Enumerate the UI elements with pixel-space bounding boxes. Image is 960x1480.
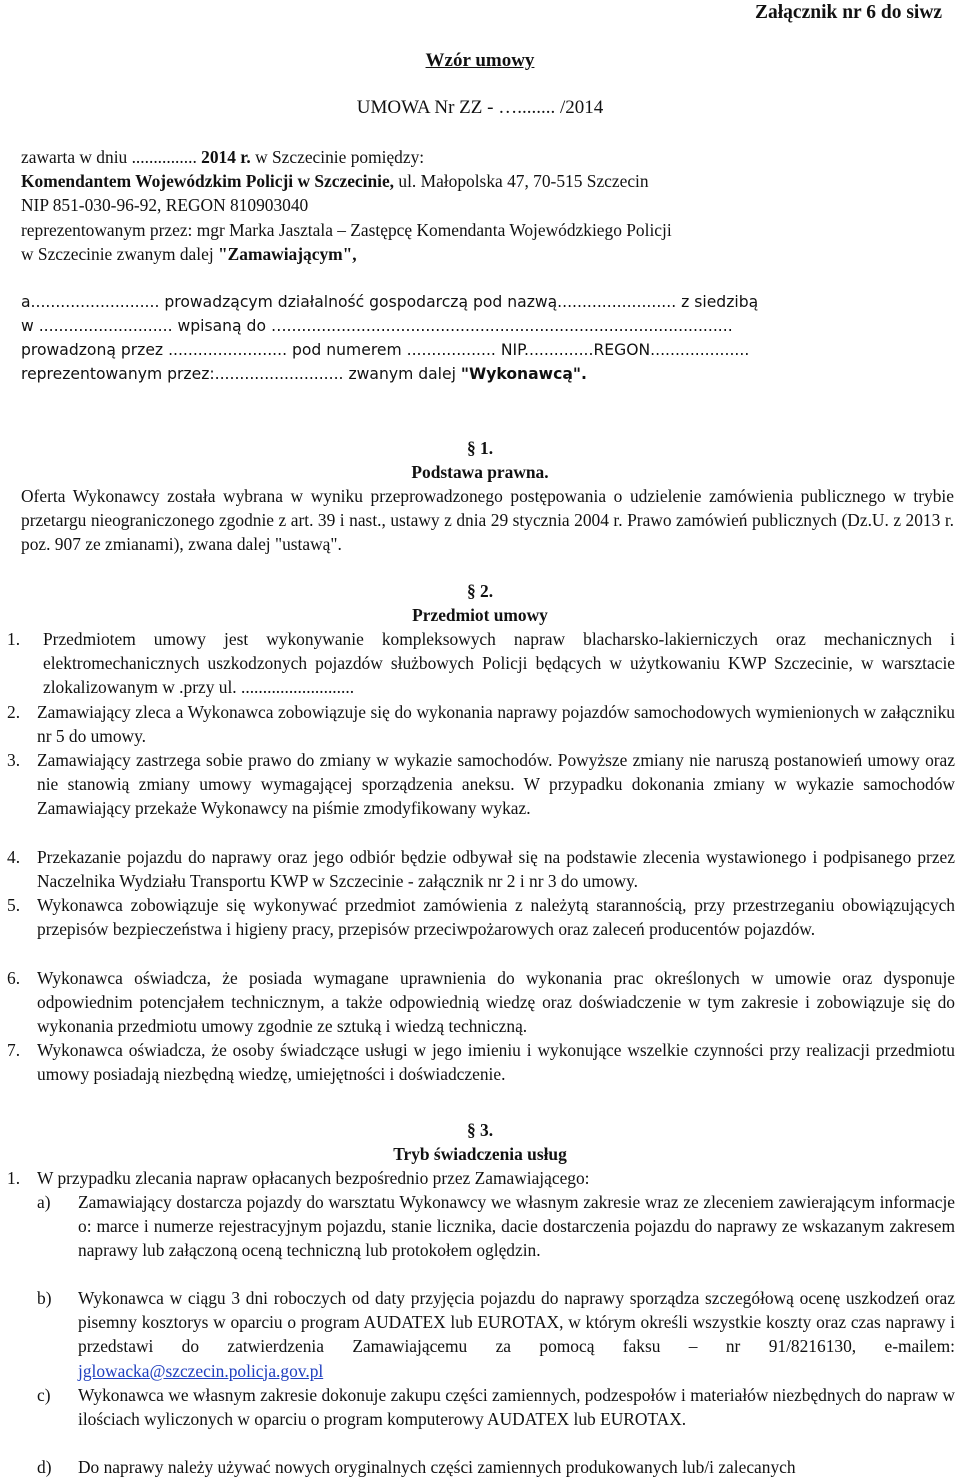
section-2-item-2: Zamawiający zleca a Wykonawca zobowiązuje się do wykonania naprawy pojazdów samochodowych wymienionych w załączniku nr 5 do umowy. [37,702,955,747]
contractor-block [21,290,946,386]
attachment-label: Załącznik nr 6 do siwz [755,2,943,23]
section-3-sub-a-label: a) [37,1192,51,1212]
contractor-line-1: a.......................... prowadzącym działalność gospodarczą pod nazwą........................ z siedzibą [21,293,759,311]
section-2-item-2-number: 2. [7,702,21,722]
section-2-item-5: Wykonawca zobowiązuje się wykonywać przedmiot zamówienia z należytą starannością, przy przestrzeganiu obowiązujących przepisów bezpieczeństwa i higieny pracy, przepisów przeciwpożarowych oraz zaleceń producentów pojazdów. [37,895,955,940]
section-3-number: § 3. [466,1120,494,1140]
section-2-item-1-number: 1. [7,629,21,649]
template-title: Wzór umowy [425,50,535,71]
section-1-title: Podstawa prawna. [411,462,549,482]
section-2-item-1: Przedmiotem umowy jest wykonywanie kompleksowych napraw blacharsko-lakierniczych oraz mechanicznych i elektromechanicznych uszkodzonych pojazdów służbowych Policji będących w użytkowaniu KWP Szczecinie, w warsztacie zlokalizowanym w .przy ul. .......................... [43,629,955,698]
section-2-item-7-number: 7. [7,1040,21,1060]
section-2-item-3: Zamawiający zastrzega sobie prawo do zmiany w wykazie samochodów. Powyższe zmiany nie naruszą postanowień umowy oraz nie stanowią zmiany umowy wymagającej sporządzenia aneksu. W przypadku dokonania zmiany w wykazie samochodów Zamawiający przekaże Wykonawcy na piśmie zmodyfikowany wykaz. [37,750,955,819]
section-3-sub-c: Wykonawca we własnym zakresie dokonuje zakupu części zamiennych, podzespołów i materiałów niezbędnych do napraw w ilościach wyliczonych w oparciu o program komputerowy AUDATEX lub EUROTAX. [78,1385,955,1430]
paragraph-sign: § [466,581,480,601]
section-3-sub-c-label: c) [37,1385,51,1405]
section-3-item-1: W przypadku zlecania napraw opłacanych bezpośrednio przez Zamawiającego: [37,1168,590,1188]
section-2-item-6-number: 6. [7,968,21,988]
section-2-number: § 2. [466,581,494,601]
section-3-sub-b: Wykonawca w ciągu 3 dni roboczych od daty przyjęcia pojazdu do naprawy sporządza szczegółową ocenę uszkodzeń oraz pisemny kosztorys w oparciu o program AUDATEX lub EUROTAX, w którym określi wszystkie koszty oraz czas naprawy i przedstawi do zatwierdzenia Zamawiającemu za pomocą faksu – nr 91/8216130, e-mailem: jglowacka@szczecin.policja.gov.pl [78,1288,955,1381]
ordering-party-representative: reprezentowanym przez: mgr Marka Jasztala – Zastępcę Komendanta Wojewódzkiego Policji [21,219,672,240]
ordering-party-ids: NIP 851-030-96-92, REGON 810903040 [21,195,309,216]
section-3-item-1-number: 1. [7,1168,21,1188]
section-3-sub-b-label: b) [37,1288,52,1308]
parties-block [21,145,941,266]
email-link[interactable]: jglowacka@szczecin.policja.gov.pl [78,1360,324,1381]
section-3-sub-d-label: d) [37,1457,52,1477]
section-3-title: Tryb świadczenia usług [393,1144,567,1164]
section-2-item-5-number: 5. [7,895,21,915]
section-2-item-4-number: 4. [7,847,21,867]
section-2-title: Przedmiot umowy [412,605,548,625]
paragraph-sign: § [466,438,480,458]
section-2-item-7: Wykonawca oświadcza, że osoby świadczące usługi w jego imieniu i wykonujące wszelkie czynności przy realizacji przedmiotu umowy posiadają niezbędną wiedzę, umiejętności i doświadczenie. [37,1040,955,1085]
contract-number: UMOWA Nr ZZ - …........ /2014 [356,97,604,118]
paragraph-sign: § [466,1120,480,1140]
section-3-sub-d: Do naprawy należy używać nowych oryginalnych części zamiennych produkowanych lub/i zalecanych [78,1457,796,1477]
contractor-line-3: prowadzoną przez ........................ pod numerem .................. NIP..............REGON.................... [21,341,750,359]
ordering-party-alias-line: w Szczecinie zwanym dalej "Zamawiającym", [21,243,357,264]
section-2-item-6: Wykonawca oświadcza, że posiada wymagane uprawnienia do wykonania prac określonych w umowie oraz dysponuje odpowiednim potencjałem technicznym, a także odpowiednią wiedzę oraz doświadczenie w tym zakresie i zobowiązuje się do wykonania przedmiotu umowy zgodnie ze sztuką i wiedzą techniczną. [37,968,955,1037]
contract-date-line: zawarta w dniu ............... 2014 r. w Szczecinie pomiędzy: [21,147,425,167]
section-2-item-4: Przekazanie pojazdu do naprawy oraz jego odbiór będzie odbywał się na podstawie zlecenia wystawionego i podpisanego przez Naczelnika Wydziału Transportu KWP w Szczecinie - załącznik nr 2 i nr 3 do umowy. [37,847,955,892]
section-3-sub-a: Zamawiający dostarcza pojazdy do warsztatu Wykonawcy we własnym zakresie wraz ze zleceniem zawierającym informacje o: marce i numerze rejestracyjnym pojazdu, stanie licznika, dacie dostarczenia pojazdu do naprawy ze wskazanym zakresem naprawy lub załączoną oceną techniczną lub protokołem oględzin. [78,1192,955,1261]
section-2-item-3-number: 3. [7,750,21,770]
contractor-line-4: reprezentowanym przez:.......................... zwanym dalej "Wykonawcą". [21,365,587,383]
contractor-line-2: w ........................... wpisaną do ….......................................................................................... [21,317,733,335]
section-1-text: Oferta Wykonawcy została wybrana w wyniku przeprowadzonego postępowania o udzielenie zamówienia publicznego w trybie przetargu nieograniczonego zgodnie z art. 39 i nast., ustawy z dnia 29 stycznia 2004 r. Prawo zamówień publicznych (Dz.U. z 2013 r. poz. 907 ze zmianami), zwana dalej "ustawą". [21,486,954,555]
ordering-party-line: Komendantem Wojewódzkim Policji w Szczecinie, ul. Małopolska 47, 70-515 Szczecin [21,171,649,192]
section-1-number: § 1. [466,438,494,458]
